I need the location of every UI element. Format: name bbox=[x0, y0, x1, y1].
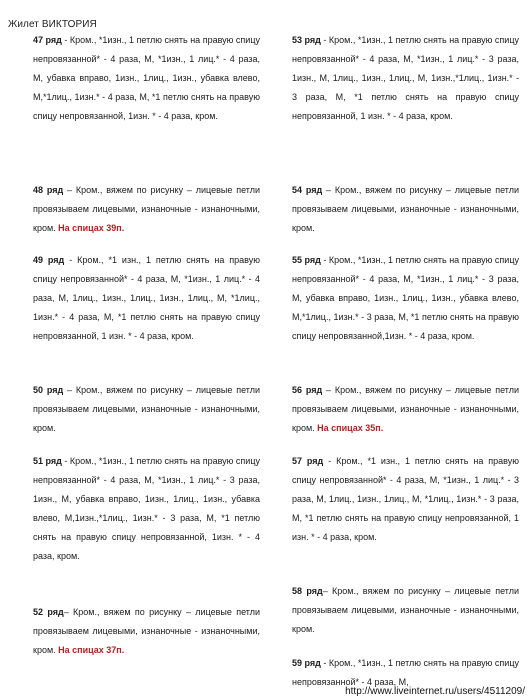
row-instructions: – Кром., вяжем по рисунку – лицевые петли провязываем лицевыми, изнаночные - изнаночными, кром. bbox=[292, 586, 519, 634]
document-title: Жилет ВИКТОРИЯ bbox=[8, 19, 97, 30]
row-54-paragraph bbox=[292, 181, 519, 238]
row-51-paragraph bbox=[33, 452, 260, 566]
row-instructions: - Кром., *1изн., 1 петлю снять на правую спицу непровязанной* - 4 раза, М, *1изн., 1 лиц.* - 3 раза, М, убавка вправо, 1изн., 1лиц., 1изн., убавка влево, М,*1лиц., 1изн.* - 3 раза, М, *1 петлю снять на правую спицу непровязанной,1изн. * - 4 раза, кром. bbox=[292, 255, 519, 341]
stitch-count: На спицах 39п. bbox=[58, 223, 125, 233]
row-number: 52 ряд bbox=[33, 607, 64, 617]
row-56-paragraph bbox=[292, 381, 519, 438]
row-instructions: - Кром., *1изн., 1 петлю снять на правую спицу непровязанной* - 4 раза, М, *1изн., 1 лиц.* - 4 раза, М, убавка вправо, 1изн., 1лиц., 1изн., убавка влево, М,*1лиц., 1изн.* - 4 раза, М, *1 петлю снять на правую спицу непровязанной, 1изн. * - 4 раза, кром. bbox=[33, 35, 260, 121]
row-58-paragraph bbox=[292, 582, 519, 639]
row-instructions: – Кром., вяжем по рисунку – лицевые петли провязываем лицевыми, изнаночные - изнаночными, кром. bbox=[292, 185, 519, 233]
row-number: 49 ряд bbox=[33, 255, 65, 265]
row-49-paragraph bbox=[33, 251, 260, 346]
row-47-paragraph bbox=[33, 31, 260, 126]
row-instructions: – Кром., вяжем по рисунку – лицевые петли провязываем лицевыми, изнаночные - изнаночными, кром. bbox=[33, 185, 260, 233]
row-instructions: - Кром., *1изн., 1 петлю снять на правую спицу непровязанной* - 4 раза, М, bbox=[292, 658, 519, 687]
row-instructions: – Кром., вяжем по рисунку – лицевые петли провязываем лицевыми, изнаночные - изнаночными, кром. bbox=[33, 385, 260, 433]
row-53-paragraph bbox=[292, 31, 519, 126]
row-number: 47 ряд bbox=[33, 35, 62, 45]
row-number: 54 ряд bbox=[292, 185, 323, 195]
row-instructions: - Кром., *1 изн., 1 петлю снять на правую спицу непровязанной* - 4 раза, М, *1изн., 1 лиц.* - 4 раза, М, 1лиц., 1изн., 1лиц., 1изн., 1лиц., М, *1лиц., 1изн.* - 4 раза, М, *1 петлю снять на правую спицу непровязанной, 1 изн. * - 4 раза, кром. bbox=[33, 255, 260, 341]
row-number: 48 ряд bbox=[33, 185, 64, 195]
stitch-count: На спицах 37п. bbox=[58, 645, 125, 655]
row-number: 51 ряд bbox=[33, 456, 62, 466]
row-55-paragraph bbox=[292, 251, 519, 346]
row-number: 56 ряд bbox=[292, 385, 323, 395]
row-57-paragraph bbox=[292, 452, 519, 547]
stitch-count: На спицах 35п. bbox=[317, 423, 384, 433]
source-url-link[interactable]: http://www.liveinternet.ru/users/4511209/ bbox=[345, 686, 525, 697]
row-number: 58 ряд bbox=[292, 586, 323, 596]
row-number: 59 ряд bbox=[292, 658, 321, 668]
row-50-paragraph bbox=[33, 381, 260, 438]
row-number: 50 ряд bbox=[33, 385, 64, 395]
row-48-paragraph bbox=[33, 181, 260, 238]
row-52-paragraph bbox=[33, 603, 260, 660]
row-number: 57 ряд bbox=[292, 456, 324, 466]
row-number: 55 ряд bbox=[292, 255, 321, 265]
row-instructions: - Кром., *1изн., 1 петлю снять на правую спицу непровязанной* - 4 раза, М, *1изн., 1 лиц.* - 3 раза, 1изн., М, 1лиц., 1изн., 1лиц., М, 1изн.,*1лиц., 1изн.* - 3 раза, М, *1 петлю снять на правую спицу непровязанной, 1 изн. * - 4 раза, кром. bbox=[292, 35, 519, 121]
row-number: 53 ряд bbox=[292, 35, 321, 45]
row-instructions: – Кром., вяжем по рисунку – лицевые петли провязываем лицевыми, изнаночные - изнаночными, кром. bbox=[33, 607, 260, 655]
row-instructions: - Кром., *1 изн., 1 петлю снять на правую спицу непровязанной* - 4 раза, М, *1изн., 1 лиц.* - 3 раза, М, 1лиц., 1изн., 1лиц., М, *1лиц., 1изн.* - 3 раза, М, *1 петлю снять на правую спицу непровязанной, 1 изн. * - 4 раза, кром. bbox=[292, 456, 519, 542]
row-instructions: – Кром., вяжем по рисунку – лицевые петли провязываем лицевыми, изнаночные - изнаночными, кром. bbox=[292, 385, 519, 433]
row-instructions: - Кром., *1изн., 1 петлю снять на правую спицу непровязанной* - 4 раза, М, *1изн., 1 лиц.* - 3 раза, 1изн., М, убавка вправо, 1изн., 1лиц., 1изн., убавка влево, М,1изн.,*1лиц., 1изн.* - 3 раза, М, *1 петлю снять на правую спицу непровязанной, 1изн. * - 4 раза, кром. bbox=[33, 456, 260, 561]
